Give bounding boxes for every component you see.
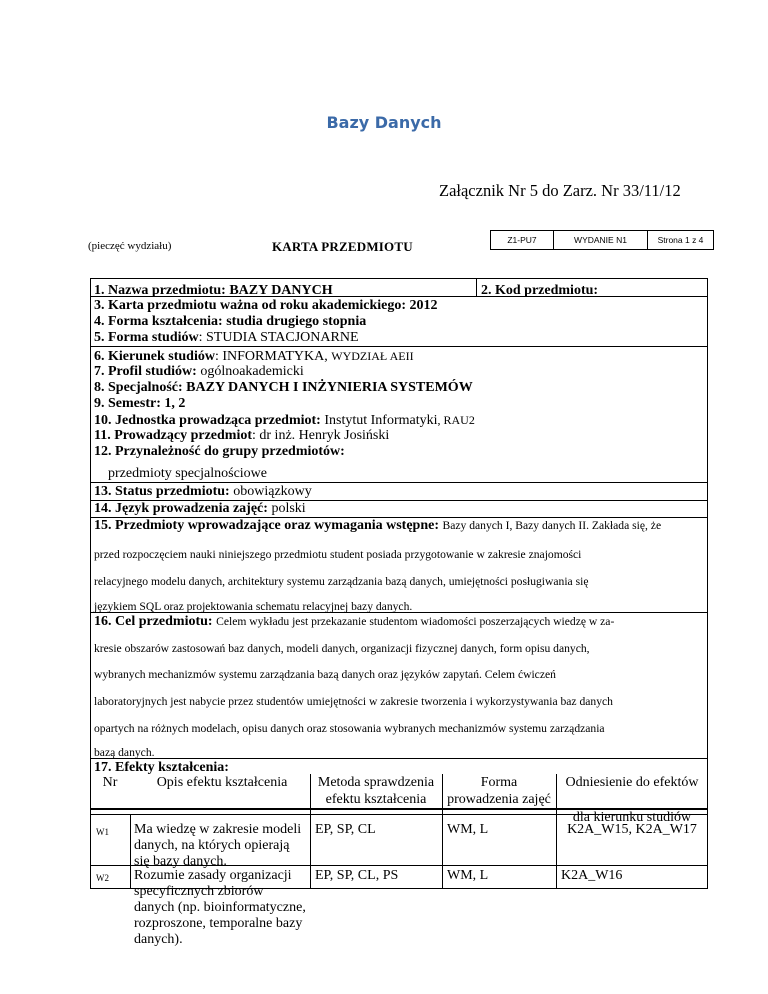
divider — [130, 814, 131, 889]
divider — [476, 278, 477, 296]
course-goal-line: bazą danych. — [94, 746, 155, 759]
divider — [90, 809, 708, 810]
divider — [90, 346, 708, 347]
document-codes — [491, 230, 714, 249]
faculty-stamp-label: (pieczęć wydziału) — [88, 240, 172, 252]
table-header-reference: dla kierunku studiów — [572, 810, 692, 825]
table-cell-method: EP, SP, CL — [315, 822, 376, 837]
table-header-form: prowadzenia zajęć — [447, 792, 551, 807]
field-lecturer: 11. Prowadzący przedmiot: dr inż. Henryk Josiński — [94, 428, 390, 443]
divider — [90, 865, 708, 866]
prerequisites-line: językiem SQL oraz projektowania schematu relacyjnej bazy danych. — [94, 600, 413, 613]
table-header-reference: Odniesienie do efektów — [565, 775, 699, 790]
page-indicator: Strona 1 z 4 — [647, 230, 714, 250]
table-cell-method: EP, SP, CL, PS — [315, 868, 399, 883]
field-course-group-value: przedmioty specjalnościowe — [108, 466, 268, 481]
field-valid-from: 3. Karta przedmiotu ważna od roku akademickiego: 2012 — [94, 298, 438, 313]
course-goal-line: laboratoryjnych jest nabycie przez studentów umiejętności w zakresie tworzenia i wykorzystywania baz danych — [94, 695, 613, 708]
divider — [90, 758, 708, 759]
course-goal-line: kresie obszarów zastosowań baz danych, modeli danych, organizacji fizycznej danych, form opisu danych, — [94, 642, 590, 655]
table-cell-form: WM, L — [447, 822, 489, 837]
table-header-description: Opis efektu kształcenia — [156, 775, 288, 790]
field-unit: 10. Jednostka prowadząca przedmiot: Instytut Informatyki, RAU2 — [94, 413, 475, 428]
divider — [90, 482, 708, 483]
field-prerequisites: 15. Przedmioty wprowadzające oraz wymagania wstępne: Bazy danych I, Bazy danych II. Zakłada się, że — [94, 518, 662, 533]
table-cell-nr: W2 — [96, 873, 109, 883]
prerequisites-line: relacyjnego modelu danych, architektury systemu zarządzania bazą danych, umiejętności posługiwania się — [94, 575, 589, 588]
edition-code: WYDANIE N1 — [553, 230, 648, 250]
divider — [442, 774, 443, 889]
field-field-of-study: 6. Kierunek studiów: INFORMATYKA, WYDZIAŁ AEII — [94, 349, 414, 364]
field-study-form: 5. Forma studiów: STUDIA STACJONARNE — [94, 330, 359, 345]
field-education-form: 4. Forma kształcenia: studia drugiego stopnia — [94, 314, 367, 329]
field-study-profile: 7. Profil studiów: ogólnoakademicki — [94, 364, 304, 379]
table-header-form: Forma — [480, 775, 518, 790]
divider — [310, 774, 311, 889]
divider — [90, 612, 708, 613]
form-code: Z1-PU7 — [490, 230, 554, 250]
field-course-name: 1. Nazwa przedmiotu: BAZY DANYCH — [94, 283, 333, 298]
table-cell-form: WM, L — [447, 868, 489, 883]
field-specialization: 8. Specjalność: BAZY DANYCH I INŻYNIERIA SYSTEMÓW — [94, 380, 473, 395]
table-cell-nr: W1 — [96, 827, 109, 837]
table-cell-description: Ma wiedzę w zakresie modeli danych, na których opierają się bazy danych. — [134, 822, 302, 869]
annex-reference: Załącznik Nr 5 do Zarz. Nr 33/11/12 — [439, 181, 681, 200]
field-course-status: 13. Status przedmiotu: obowiązkowy — [94, 484, 312, 499]
table-cell-reference: K2A_W16 — [561, 868, 623, 883]
divider — [90, 296, 708, 297]
table-header-method: Metoda sprawdzenia — [317, 775, 435, 790]
table-header-nr: Nr — [102, 775, 118, 790]
prerequisites-line: przed rozpoczęciem nauki niniejszego przedmiotu student posiada przygotowanie w zakresie znajomości — [94, 548, 582, 561]
table-cell-reference: K2A_W15, K2A_W17 — [567, 822, 697, 837]
field-language: 14. Język prowadzenia zajęć: polski — [94, 501, 306, 516]
table-cell-description: Rozumie zasady organizacji specyficznych zbiorów danych (np. bioinformatyczne, rozproszone, temporalne bazy danych). — [134, 868, 306, 947]
document-title: Bazy Danych — [326, 113, 442, 132]
course-goal-line: opartych na różnych modelach, opisu danych oraz stosowania wybranych mechanizmów systemu zarządzania — [94, 722, 605, 735]
table-header-method: efektu kształcenia — [325, 792, 427, 807]
field-course-group: 12. Przynależność do grupy przedmiotów: — [94, 444, 345, 459]
card-title: KARTA PRZEDMIOTU — [272, 239, 413, 254]
field-course-code: 2. Kod przedmiotu: — [481, 283, 599, 298]
field-semester: 9. Semestr: 1, 2 — [94, 396, 186, 411]
field-course-goal: 16. Cel przedmiotu: Celem wykładu jest przekazanie studentom wiadomości poszerzających wiedzę w za- — [94, 614, 615, 629]
course-goal-line: wybranych mechanizmów systemu zarządzania bazą danych oraz języków zapytań. Celem ćwiczeń — [94, 668, 556, 681]
field-learning-outcomes: 17. Efekty kształcenia: — [94, 760, 229, 775]
